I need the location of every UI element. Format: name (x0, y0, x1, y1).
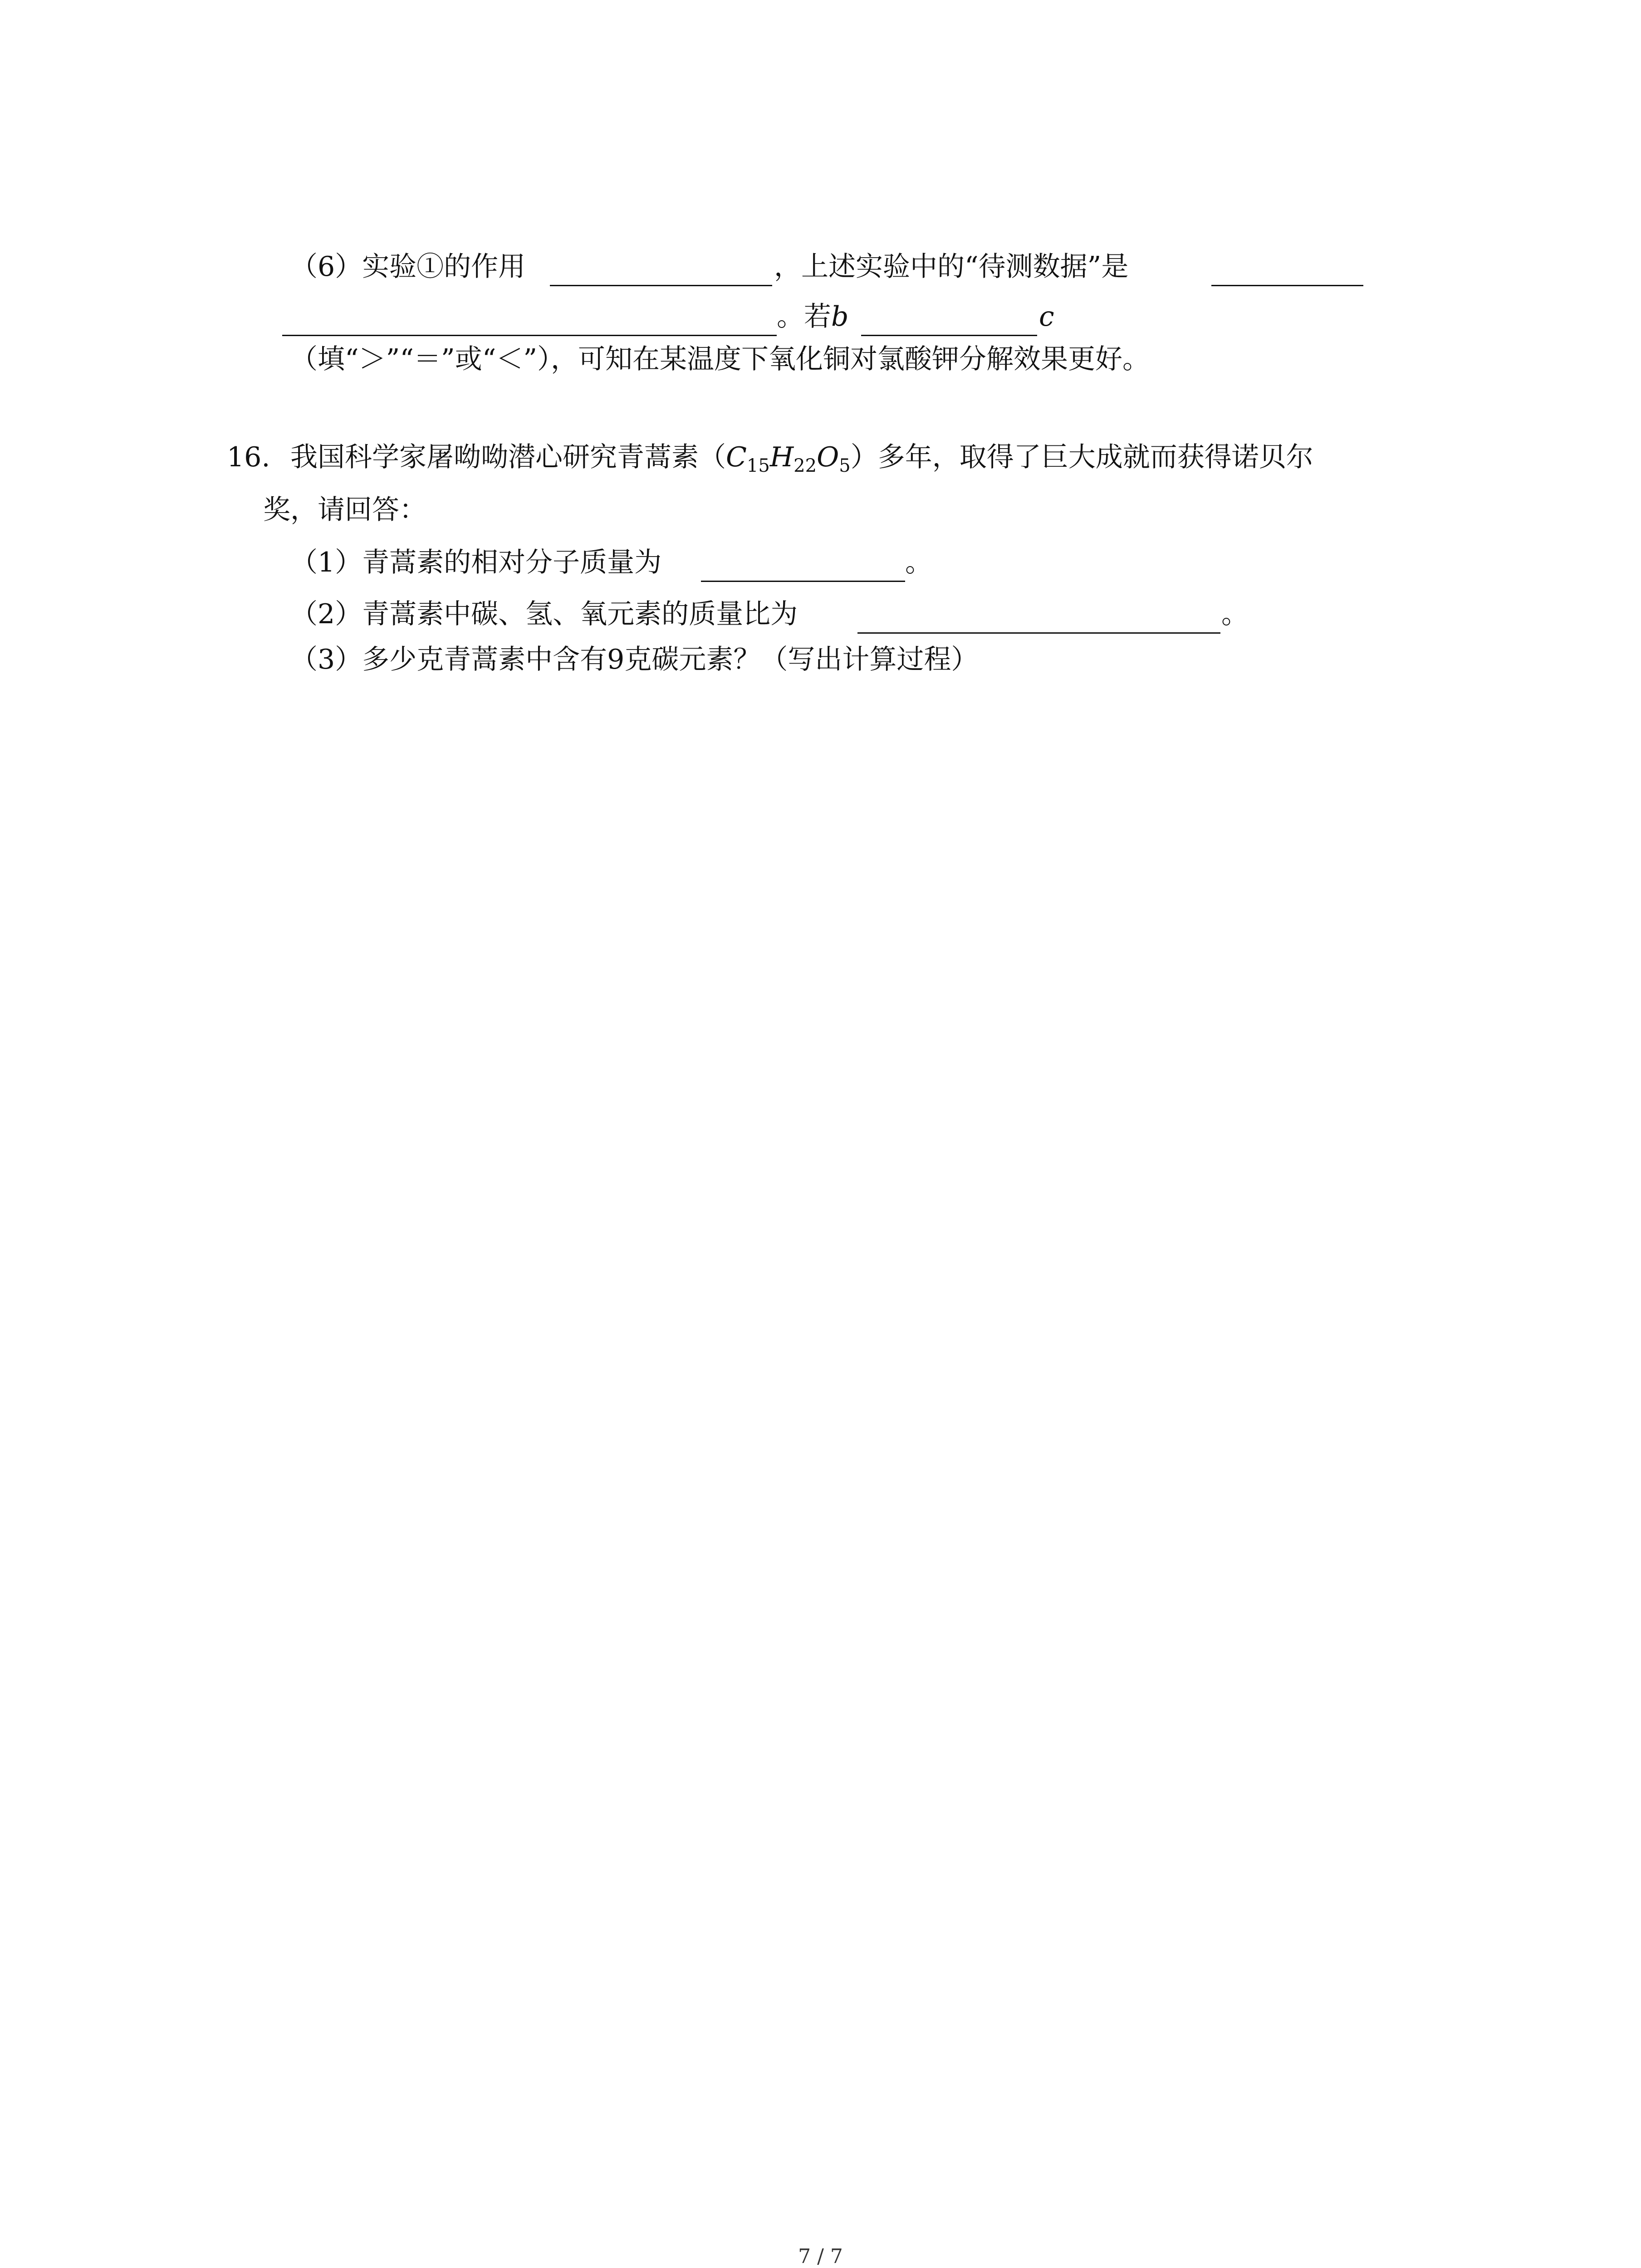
q15-part6-line1-middle: ，上述实验中的“待测数据”是 (774, 251, 1129, 283)
q15-part6-blank-4[interactable] (861, 335, 1037, 336)
q16-sub2-blank[interactable] (857, 632, 1220, 634)
q15-part6-blank-3[interactable] (282, 335, 777, 336)
q16-sub2: （2）青蒿素中碳、氢、氧元素的质量比为 (290, 598, 798, 630)
q16-sub2-end: 。 (1221, 598, 1249, 630)
q16-sub1-end: 。 (905, 547, 932, 578)
q15-part6-var-c: c (1039, 301, 1054, 332)
q16-number: 16. (227, 441, 270, 473)
artemisinin-formula: $C_{15}H_{22}O_5$ (726, 441, 851, 476)
q16-sub1-blank[interactable] (701, 581, 905, 582)
var-b: b (831, 301, 849, 332)
q15-part6-prefix: （6）实验①的作用 (290, 251, 526, 283)
q15-part6-line2: 。若b (777, 301, 849, 332)
q16-stem-line1: 我国科学家屠呦呦潜心研究青蒿素$(C_{15}H_{22}O_5)$多年，取得了巨大成就而获得诺贝尔 (290, 441, 1313, 476)
q16-sub3: （3）多少克青蒿素中含有9克碳元素？（写出计算过程） (290, 644, 979, 675)
q15-part6-blank-1[interactable] (550, 285, 772, 286)
page-number: 7 / 7 (798, 2245, 843, 2268)
q16-stem-line2: 奖，请回答： (263, 494, 426, 526)
q15-part6-blank-2[interactable] (1211, 285, 1363, 286)
q16-sub1: （1）青蒿素的相对分子质量为 (290, 547, 662, 578)
q15-part6-line1 (290, 249, 525, 285)
q15-part6-line3: （填“＞”“＝”或“＜”），可知在某温度下氧化铜对氯酸钾分解效果更好。 (290, 343, 1150, 375)
